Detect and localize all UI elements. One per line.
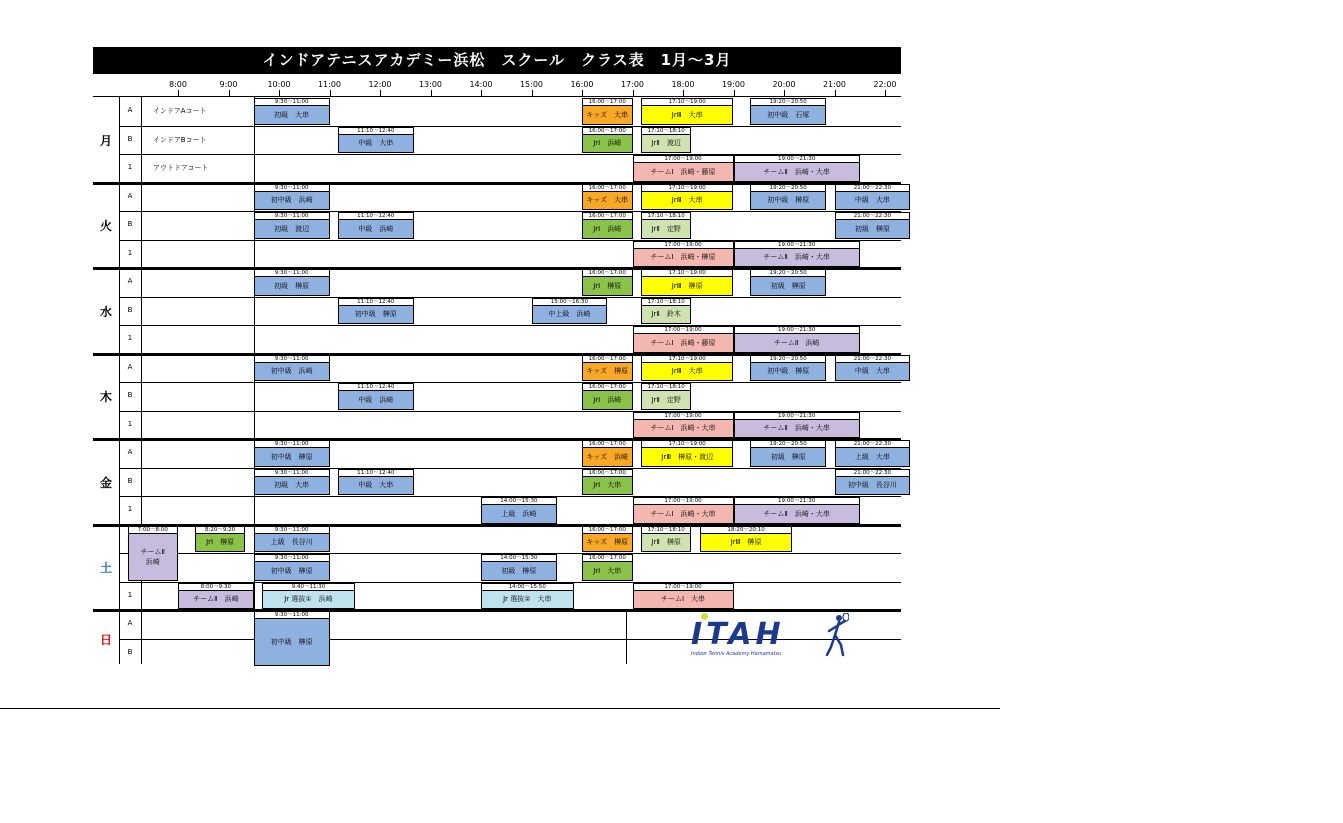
- class-block[interactable]: [195, 533, 246, 553]
- class-name-label: 初級 榊原: [274, 281, 310, 290]
- class-block[interactable]: [750, 362, 826, 382]
- court-label: A: [127, 619, 133, 627]
- court-name: インドアBコート: [153, 135, 207, 144]
- class-block[interactable]: [338, 476, 414, 496]
- court-name: アウトドアコート: [153, 164, 209, 172]
- class-name-label: JrⅡ 定野: [651, 395, 681, 404]
- class-name-label: JrⅠ 浜崎: [593, 395, 622, 404]
- class-block[interactable]: [338, 134, 414, 154]
- class-name-label: 中級 大串: [854, 367, 890, 376]
- class-block[interactable]: [633, 333, 734, 353]
- class-name-label: キッズ 榊原: [586, 367, 629, 376]
- day-label: 木: [99, 390, 112, 405]
- class-name-label: チームⅠ 浜崎・大串: [650, 509, 716, 518]
- tennis-player-icon: [823, 613, 849, 657]
- class-time-label: 17:00～19:00: [633, 326, 734, 333]
- class-block[interactable]: [254, 618, 330, 666]
- class-name-label: JrⅠ 浜崎: [593, 139, 622, 148]
- court-label: B: [127, 305, 133, 314]
- class-time-label: 17:10～19:00: [641, 98, 734, 105]
- class-time-label: 17:10～18:10: [641, 526, 692, 533]
- class-block[interactable]: [582, 447, 633, 467]
- class-name-label: チームⅡ 浜崎・大串: [763, 253, 830, 262]
- class-time-label: 8:00～9:30: [178, 583, 254, 590]
- class-name-label: 初級 榊原: [770, 281, 806, 290]
- time-tick-label: 21:00: [822, 80, 847, 89]
- class-block[interactable]: [338, 390, 414, 410]
- class-name-label: 初中級 榊原: [270, 638, 313, 646]
- grid-row-separator: [119, 297, 901, 298]
- day-label: 金: [99, 475, 112, 490]
- time-tick-mark: [784, 90, 785, 97]
- court-label: 1: [127, 505, 133, 513]
- class-time-label: 14:00～15:30: [481, 554, 557, 561]
- class-block[interactable]: [734, 248, 860, 268]
- time-tick-label: 13:00: [418, 80, 443, 89]
- class-name-label: JrⅠ 浜崎: [593, 224, 622, 233]
- class-name-label: キッズ 大串: [586, 196, 629, 205]
- class-time-label: 17:10～18:10: [641, 127, 692, 134]
- class-name-label: 初中級 石塚: [767, 110, 810, 119]
- grid-row-separator: [119, 211, 901, 212]
- class-time-label: 11:10～12:40: [338, 127, 414, 134]
- court-label: B: [127, 220, 133, 228]
- class-block[interactable]: [582, 219, 633, 239]
- class-block[interactable]: [128, 533, 179, 581]
- class-time-label: 16:00～17:00: [582, 383, 633, 390]
- class-time-label: 17:10～18:10: [641, 383, 692, 390]
- class-name-label: 初級 渡辺: [274, 224, 310, 233]
- class-time-label: 21:00～22:30: [835, 184, 911, 191]
- class-name-label: チームⅠ 大串: [660, 595, 706, 604]
- time-tick-mark: [279, 90, 280, 97]
- class-block[interactable]: [641, 305, 692, 325]
- class-time-label: 19:20～20:50: [750, 355, 826, 362]
- class-block[interactable]: [254, 219, 330, 239]
- class-time-label: 19:00～21:30: [734, 497, 860, 504]
- class-block[interactable]: [641, 390, 692, 410]
- court-label: A: [127, 362, 133, 371]
- bottom-rule: [0, 708, 1000, 709]
- class-block[interactable]: [481, 590, 574, 610]
- class-name-label: JrⅠ 大串: [593, 566, 622, 575]
- class-block[interactable]: [835, 447, 911, 467]
- class-block[interactable]: [582, 561, 633, 581]
- day-label: 水: [99, 304, 112, 319]
- class-name-label: 初中級 長谷川: [847, 481, 897, 490]
- time-tick-label: 16:00: [570, 80, 594, 89]
- class-time-label: 9:40～11:30: [262, 583, 355, 590]
- class-time-label: 14:00～15:30: [481, 497, 557, 504]
- class-time-label: 21:00～22:30: [835, 212, 911, 219]
- logo-text: ITAH: [691, 617, 785, 652]
- time-tick-mark: [532, 90, 533, 97]
- class-name-label: 初中級 榊原: [767, 367, 810, 376]
- class-time-label: 15:00～16:30: [532, 298, 608, 305]
- court-label: A: [127, 191, 133, 200]
- page-title: インドアテニスアカデミー浜松 スクール クラス表 1月～3月: [93, 47, 901, 74]
- class-block[interactable]: [734, 162, 860, 182]
- class-block[interactable]: [338, 305, 414, 325]
- class-block[interactable]: [734, 504, 860, 524]
- court-label: 1: [127, 248, 133, 257]
- class-name-label: チームⅡ 浜崎・大串: [763, 424, 830, 433]
- class-name-label: JrⅡ 鈴木: [651, 310, 681, 319]
- class-name-label: キッズ 浜崎: [586, 452, 629, 461]
- class-block[interactable]: [582, 476, 633, 496]
- class-block[interactable]: [641, 105, 734, 125]
- class-name-label: 初級 榊原: [854, 224, 890, 233]
- class-block[interactable]: [633, 590, 734, 610]
- court-label: 1: [127, 163, 133, 171]
- class-time-label: 19:00～21:30: [734, 155, 860, 162]
- class-name-label: JrⅢ 大串: [671, 110, 703, 119]
- time-tick-mark: [582, 90, 583, 97]
- class-time-label: 18:20～20:10: [700, 526, 793, 533]
- grid-row-separator: [119, 126, 901, 127]
- class-time-label: 16:00～17:00: [582, 469, 633, 476]
- time-tick-mark: [885, 90, 886, 97]
- class-block[interactable]: [641, 362, 734, 382]
- time-tick-label: 8:00: [169, 80, 187, 89]
- class-name-label: 上級 大串: [854, 452, 890, 461]
- class-name-label: JrⅢ 榊原: [671, 281, 703, 290]
- class-block[interactable]: [582, 134, 633, 154]
- class-name-label: チームⅡ 浜崎・大串: [763, 167, 830, 176]
- class-name-label: JrⅢ 榊原: [730, 538, 762, 547]
- class-name-label: チームⅠ 浜崎・藤原: [650, 338, 716, 347]
- class-block[interactable]: [481, 504, 557, 524]
- class-name-label: 初級 大串: [274, 110, 310, 119]
- class-block[interactable]: [641, 219, 692, 239]
- class-name-label: チームⅠ 浜崎・大串: [650, 424, 716, 433]
- class-block[interactable]: [835, 219, 911, 239]
- class-time-label: 9:30～11:00: [254, 355, 330, 362]
- class-name-label: キッズ 大串: [586, 110, 629, 119]
- logo-subtitle: Indoor Tennis Academy Hamamatsu: [691, 651, 782, 657]
- class-block[interactable]: [254, 533, 330, 553]
- time-tick-mark: [734, 90, 735, 97]
- class-name-label: JrⅢ 榊原・渡辺: [661, 452, 714, 461]
- court-label: B: [127, 476, 133, 485]
- class-name-label: 初中級 榊原: [270, 452, 313, 461]
- class-time-label: 17:10～18:10: [641, 212, 692, 219]
- class-block[interactable]: [178, 590, 254, 610]
- class-block[interactable]: [750, 105, 826, 125]
- class-time-label: 17:10～19:00: [641, 355, 734, 362]
- day-label: 日: [99, 632, 112, 647]
- class-block[interactable]: [641, 447, 734, 467]
- class-block[interactable]: [835, 191, 911, 211]
- class-time-label: 9:30～11:00: [254, 554, 330, 561]
- class-name-label: JrⅠ 榊原: [206, 538, 235, 547]
- time-axis-line: [93, 96, 901, 97]
- class-time-label: 17:10～19:00: [641, 440, 734, 447]
- class-time-label: 16:00～17:00: [582, 269, 633, 276]
- class-block[interactable]: [734, 333, 860, 353]
- court-label: 1: [127, 590, 133, 599]
- class-time-label: 14:00～15:50: [481, 583, 574, 590]
- class-name-label: チームⅡ 浜崎: [773, 338, 820, 347]
- class-name-label: 中級 大串: [854, 196, 890, 205]
- class-name-label: チームⅡ 浜崎: [193, 595, 239, 604]
- class-name-label: JrⅠ 榊原: [593, 281, 622, 290]
- class-name-label: 中級 大串: [358, 139, 394, 148]
- court-label: A: [127, 448, 133, 456]
- class-name-label: 上級 浜崎: [501, 509, 537, 518]
- court-label: B: [127, 134, 133, 143]
- class-block[interactable]: [254, 191, 330, 211]
- class-name-label: 中級 浜崎: [358, 224, 394, 233]
- class-name-label: 初中級 榊原: [767, 196, 810, 205]
- time-tick-label: 15:00: [519, 80, 544, 89]
- time-tick-label: 14:00: [469, 80, 493, 89]
- class-time-label: 9:30～11:00: [254, 269, 330, 276]
- class-block[interactable]: [532, 305, 608, 325]
- class-time-label: 21:00～22:30: [835, 440, 911, 447]
- class-time-label: 16:00～17:00: [582, 355, 633, 362]
- class-time-label: 16:00～17:00: [582, 440, 633, 447]
- class-block[interactable]: [254, 362, 330, 382]
- time-tick-mark: [178, 90, 179, 97]
- class-name-label: チームⅡ 浜崎・大串: [763, 509, 830, 518]
- class-name-label: 初中級 榊原: [354, 310, 397, 319]
- logo-area: [626, 609, 902, 664]
- class-schedule-sheet: [93, 47, 901, 664]
- day-label: 月: [99, 133, 112, 148]
- class-time-label: 17:00～19:00: [633, 155, 734, 162]
- time-tick-label: 10:00: [267, 80, 291, 89]
- grid-row-separator: [119, 468, 901, 469]
- class-block[interactable]: [338, 219, 414, 239]
- class-time-label: 17:10～18:10: [641, 298, 692, 305]
- class-name-label: 中級 大串: [358, 481, 394, 490]
- class-time-label: 16:00～17:00: [582, 127, 633, 134]
- class-name-label: 中級 浜崎: [358, 395, 394, 404]
- day-label: 火: [99, 219, 112, 234]
- class-time-label: 17:00～19:00: [633, 241, 734, 248]
- class-block[interactable]: [254, 476, 330, 496]
- class-time-label: 9:30～11:00: [254, 440, 330, 447]
- class-block[interactable]: [254, 561, 330, 581]
- class-block[interactable]: [254, 447, 330, 467]
- class-name-label: Jr 選抜② 大串: [503, 595, 552, 604]
- time-tick-label: 11:00: [317, 80, 342, 89]
- class-name-label: 初級 榊原: [770, 452, 806, 461]
- class-name-label: キッズ 榊原: [586, 538, 629, 547]
- class-block[interactable]: [633, 419, 734, 439]
- court-label: 1: [127, 419, 133, 428]
- class-name-label: JrⅢ 大串: [671, 367, 703, 376]
- class-block[interactable]: [582, 362, 633, 382]
- class-time-label: 21:00～22:30: [835, 469, 911, 476]
- class-time-label: 17:00～19:00: [633, 412, 734, 419]
- class-block[interactable]: [700, 533, 793, 553]
- class-block[interactable]: [835, 362, 911, 382]
- class-block[interactable]: [582, 533, 633, 553]
- class-name-label: チームⅠ 浜崎・藤原: [650, 167, 716, 176]
- court-label: A: [127, 277, 133, 285]
- class-block[interactable]: [835, 476, 911, 496]
- class-name-label: 初中級 浜崎: [270, 367, 313, 376]
- court-label: A: [127, 106, 133, 114]
- class-time-label: 19:00～21:30: [734, 241, 860, 248]
- time-tick-mark: [330, 90, 331, 97]
- grid-row-separator: [119, 382, 901, 383]
- class-block[interactable]: [750, 276, 826, 296]
- class-block[interactable]: [481, 561, 557, 581]
- class-block[interactable]: [633, 504, 734, 524]
- class-block[interactable]: [641, 533, 692, 553]
- class-name-label: 初中級 浜崎: [270, 196, 313, 205]
- class-name-label: 初級 榊原: [501, 566, 537, 575]
- class-time-label: 11:10～12:40: [338, 383, 414, 390]
- class-time-label: 19:00～21:30: [734, 412, 860, 419]
- class-time-label: 19:20～20:50: [750, 184, 826, 191]
- class-name-label: JrⅢ 大串: [671, 196, 703, 205]
- time-tick-label: 12:00: [368, 80, 392, 89]
- class-block[interactable]: [633, 162, 734, 182]
- class-time-label: 21:00～22:30: [835, 355, 911, 362]
- class-time-label: 19:20～20:50: [750, 440, 826, 447]
- class-block[interactable]: [633, 248, 734, 268]
- class-time-label: 9:30～11:00: [254, 98, 330, 105]
- time-tick-mark: [683, 90, 684, 97]
- class-block[interactable]: [734, 419, 860, 439]
- class-time-label: 16:00～17:00: [582, 184, 633, 191]
- class-block[interactable]: [582, 191, 633, 211]
- class-time-label: 17:10～19:00: [641, 184, 734, 191]
- class-time-label: 9:30～11:00: [254, 611, 330, 618]
- class-block[interactable]: [254, 105, 330, 125]
- class-time-label: 19:20～20:50: [750, 269, 826, 276]
- class-name-label: 初級 大串: [274, 481, 310, 490]
- class-time-label: 19:20～20:50: [750, 98, 826, 105]
- time-tick-label: 9:00: [219, 80, 238, 89]
- class-name-label: JrⅠ 大串: [593, 481, 622, 490]
- class-time-label: 9:30～11:00: [254, 212, 330, 219]
- class-time-label: 8:20～9:20: [195, 526, 246, 533]
- class-time-label: 11:10～12:40: [338, 212, 414, 219]
- class-block[interactable]: [582, 390, 633, 410]
- court-label: B: [127, 391, 133, 399]
- time-tick-label: 18:00: [671, 80, 695, 89]
- time-tick-mark: [431, 90, 432, 97]
- class-name-label: 上級 長谷川: [270, 538, 313, 547]
- class-time-label: 9:30～11:00: [254, 184, 330, 191]
- class-time-label: 9:30～11:00: [254, 469, 330, 476]
- class-block[interactable]: [582, 276, 633, 296]
- class-block[interactable]: [254, 276, 330, 296]
- class-time-label: 17:10～19:00: [641, 269, 734, 276]
- class-name-label: 中上級 浜崎: [548, 310, 591, 319]
- time-tick-label: 17:00: [620, 80, 645, 89]
- class-time-label: 9:30～11:00: [254, 526, 330, 533]
- class-time-label: 7:00～8:00: [128, 526, 179, 533]
- class-time-label: 17:00～19:00: [633, 583, 734, 590]
- class-time-label: 16:00～17:00: [582, 526, 633, 533]
- time-tick-label: 19:00: [721, 80, 746, 89]
- class-time-label: 16:00～17:00: [582, 98, 633, 105]
- time-tick-mark: [380, 90, 381, 97]
- class-name-label: 初中級 榊原: [270, 566, 313, 575]
- time-tick-mark: [835, 90, 836, 97]
- court-label: 1: [127, 334, 133, 342]
- class-block[interactable]: [641, 276, 734, 296]
- time-tick-mark: [633, 90, 634, 97]
- court-label: B: [127, 647, 133, 656]
- class-block[interactable]: [750, 447, 826, 467]
- class-time-label: 16:00～17:00: [582, 554, 633, 561]
- class-name-label: JrⅡ 渡辺: [651, 139, 681, 148]
- class-time-label: 17:00～19:00: [633, 497, 734, 504]
- class-block[interactable]: [582, 105, 633, 125]
- class-block[interactable]: [262, 590, 355, 610]
- class-time-label: 19:00～21:30: [734, 326, 860, 333]
- class-name-label: JrⅡ 榊原: [651, 538, 681, 547]
- time-tick-mark: [229, 90, 230, 97]
- class-name-label: チームⅠ 浜崎・榊原: [650, 253, 716, 262]
- class-block[interactable]: [750, 191, 826, 211]
- class-time-label: 11:10～12:40: [338, 298, 414, 305]
- time-tick-label: 20:00: [772, 80, 796, 89]
- day-label: 土: [99, 561, 112, 576]
- class-name-label: Jr 選抜① 浜崎: [284, 595, 333, 604]
- class-time-label: 11:10～12:40: [338, 469, 414, 476]
- class-name-label: JrⅡ 定野: [651, 224, 681, 233]
- court-name: インドアAコート: [153, 107, 207, 115]
- class-block[interactable]: [641, 191, 734, 211]
- class-time-label: 16:00～17:00: [582, 212, 633, 219]
- time-tick-label: 22:00: [873, 80, 897, 89]
- time-tick-mark: [481, 90, 482, 97]
- class-block[interactable]: [641, 134, 692, 154]
- class-name-label: チームⅡ 浜崎: [140, 547, 165, 566]
